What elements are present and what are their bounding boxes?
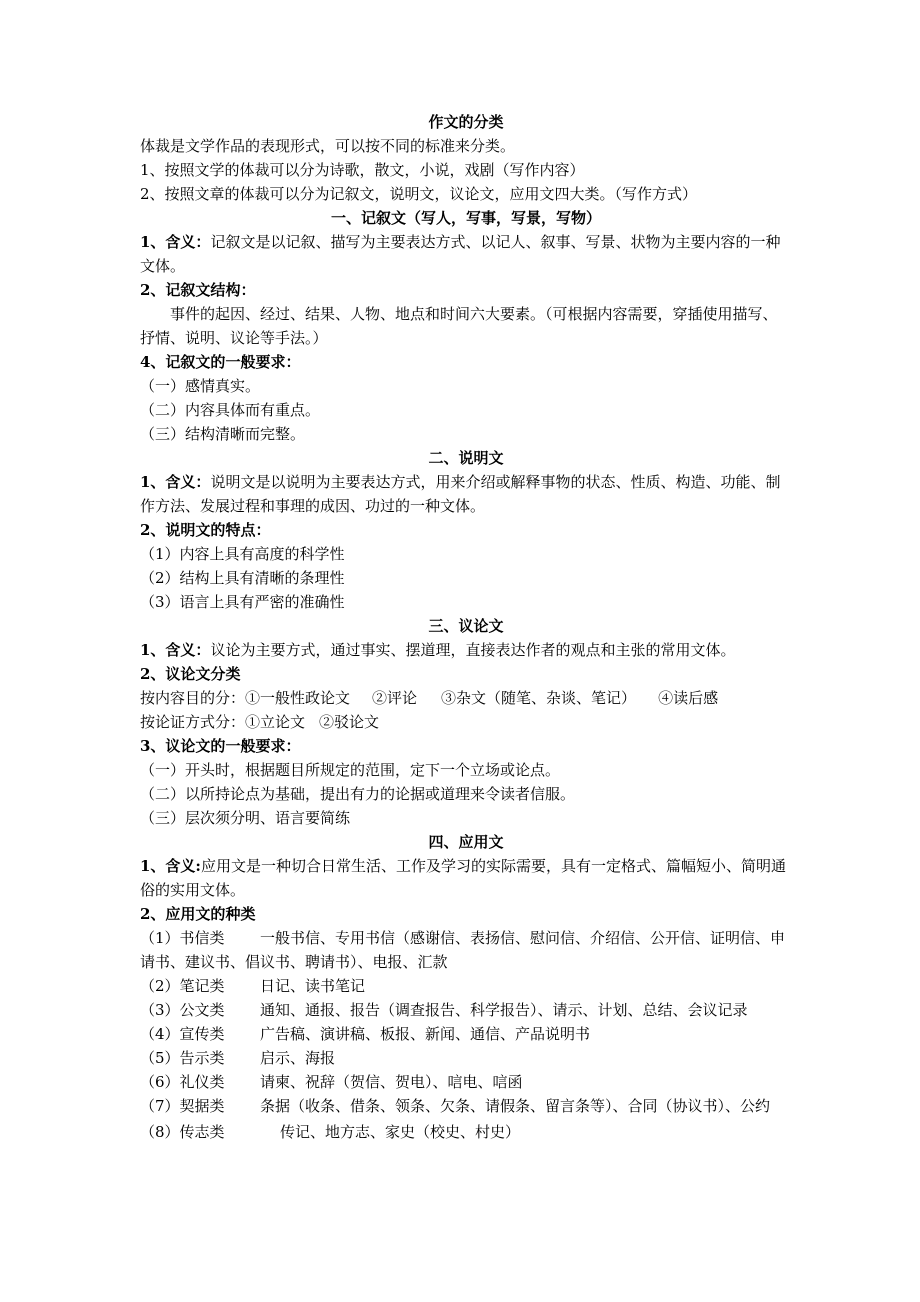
s3-classification-by-content — [140, 686, 792, 710]
s4-kind-2-type: （2）笔记类 — [140, 977, 225, 995]
s1-requirement-3: （三）结构清晰而完整。 — [140, 425, 306, 443]
s4-definition-text: 应用文是一种切合日常生活、工作及学习的实际需要，具有一定格式、篇幅短小、简明通俗的实用文体。 — [140, 857, 786, 899]
s3-method-item-1: ①立论文 — [245, 713, 306, 731]
s2-features-label: 2、说明文的特点： — [140, 521, 271, 539]
s2-feature-1: （1）内容上具有高度的科学性 — [140, 545, 345, 563]
s4-kind-8-type: （8）传志类 — [140, 1123, 225, 1141]
section-2-heading: 二、说明文 — [428, 449, 504, 467]
s3-method-item-2: ②驳论文 — [319, 713, 380, 731]
document-page — [140, 110, 792, 1150]
s4-kind-5-type: （5）告示类 — [140, 1049, 225, 1067]
s3-requirement-3: （三）层次须分明、语言要简练 — [140, 809, 351, 827]
s4-kind-8-desc: 传记、地方志、家史（校史、村史） — [280, 1123, 521, 1141]
s3-definition-text: 议论为主要方式，通过事实、摆道理，直接表达作者的观点和主张的常用文体。 — [210, 641, 736, 659]
section-3-heading: 三、议论文 — [428, 617, 504, 635]
s3-content-item-1: ①一般性政论文 — [245, 689, 351, 707]
s4-kind-7 — [140, 1094, 792, 1118]
s4-kind-6 — [140, 1070, 792, 1094]
s1-definition-label: 1、含义： — [140, 233, 211, 251]
s4-kind-1 — [140, 926, 792, 974]
s4-kind-6-desc: 请柬、祝辞（贺信、贺电）、唁电、唁函 — [260, 1073, 523, 1091]
s4-definition-label: 1、含义: — [140, 857, 201, 875]
intro-line-2: 1、按照文学的体裁可以分为诗歌，散文，小说，戏剧（写作内容） — [140, 161, 585, 179]
s4-definition — [140, 854, 792, 902]
s2-definition-label: 1、含义： — [140, 473, 211, 491]
s4-kind-3-desc: 通知、通报、报告（调查报告、科学报告）、请示、计划、总结、会议记录 — [260, 1001, 748, 1019]
intro-line-1: 体裁是文学作品的表现形式，可以按不同的标准来分类。 — [140, 137, 516, 155]
s1-requirement-2: （二）内容具体而有重点。 — [140, 401, 321, 419]
s4-kind-2-desc: 日记、读书笔记 — [260, 977, 366, 995]
s2-definition — [140, 470, 792, 518]
s3-content-item-2: ②评论 — [372, 689, 418, 707]
s3-method-label: 按论证方式分： — [140, 713, 246, 731]
s3-classification-label: 2、议论文分类 — [140, 665, 241, 683]
s4-kind-4-desc: 广告稿、演讲稿、板报、新闻、通信、产品说明书 — [260, 1025, 591, 1043]
section-4-heading: 四、应用文 — [428, 833, 504, 851]
s4-kinds-label: 2、应用文的种类 — [140, 905, 256, 923]
s3-content-label: 按内容目的分： — [140, 689, 246, 707]
s4-kind-4-type: （4）宣传类 — [140, 1025, 225, 1043]
s2-definition-text: 说明文是以说明为主要表达方式，用来介绍或解释事物的状态、性质、构造、功能、制作方法、发展过程和事理的成因、功过的一种文体。 — [140, 473, 781, 515]
s3-content-item-3: ③杂文（随笔、杂谈、笔记） — [441, 689, 637, 707]
s3-definition-label: 1、含义： — [140, 641, 211, 659]
s3-classification-by-method — [140, 710, 792, 734]
s1-requirements-label: 4、记叙文的一般要求： — [140, 353, 301, 371]
s1-structure-label: 2、记叙文结构： — [140, 281, 256, 299]
s3-requirement-1: （一）开头时，根据题目所规定的范围，定下一个立场或论点。 — [140, 761, 561, 779]
s2-feature-3: （3）语言上具有严密的准确性 — [140, 593, 345, 611]
s4-kind-4 — [140, 1022, 792, 1046]
s4-kind-5 — [140, 1046, 792, 1070]
s4-kind-7-type: （7）契据类 — [140, 1097, 225, 1115]
document-title: 作文的分类 — [428, 113, 504, 131]
s4-kind-1-desc: 一般书信、专用书信（感谢信、表扬信、慰问信、介绍信、公开信、证明信、申请书、建议书、倡议书、聘请书）、电报、汇款 — [140, 929, 786, 971]
s4-kind-5-desc: 启示、海报 — [260, 1049, 336, 1067]
s4-kind-6-type: （6）礼仪类 — [140, 1073, 225, 1091]
s1-definition — [140, 230, 792, 278]
s2-feature-2: （2）结构上具有清晰的条理性 — [140, 569, 345, 587]
s4-kind-2 — [140, 974, 792, 998]
s1-structure-text: 事件的起因、经过、结果、人物、地点和时间六大要素。（可根据内容需要，穿插使用描写、抒情、说明、议论等手法。） — [140, 305, 778, 347]
s4-kind-3 — [140, 998, 792, 1022]
section-1-heading: 一、记叙文（写人，写事，写景，写物） — [330, 209, 601, 227]
s1-definition-text: 记叙文是以记叙、描写为主要表达方式、以记人、叙事、写景、状物为主要内容的一种文体。 — [140, 233, 781, 275]
s3-content-item-4: ④读后感 — [658, 689, 719, 707]
s3-requirement-2: （二）以所持论点为基础，提出有力的论据或道理来令读者信服。 — [140, 785, 576, 803]
s1-requirement-1: （一）感情真实。 — [140, 377, 261, 395]
s4-kind-8 — [140, 1120, 792, 1150]
s4-kind-7-desc: 条据（收条、借条、领条、欠条、请假条、留言条等）、合同（协议书）、公约 — [260, 1097, 771, 1115]
s4-kind-1-type: （1）书信类 — [140, 929, 225, 947]
s3-requirements-label: 3、议论文的一般要求： — [140, 737, 301, 755]
intro-line-3: 2、按照文章的体裁可以分为记叙文，说明文，议论文，应用文四大类。（写作方式） — [140, 185, 698, 203]
s4-kind-3-type: （3）公文类 — [140, 1001, 225, 1019]
s3-definition — [140, 638, 792, 662]
